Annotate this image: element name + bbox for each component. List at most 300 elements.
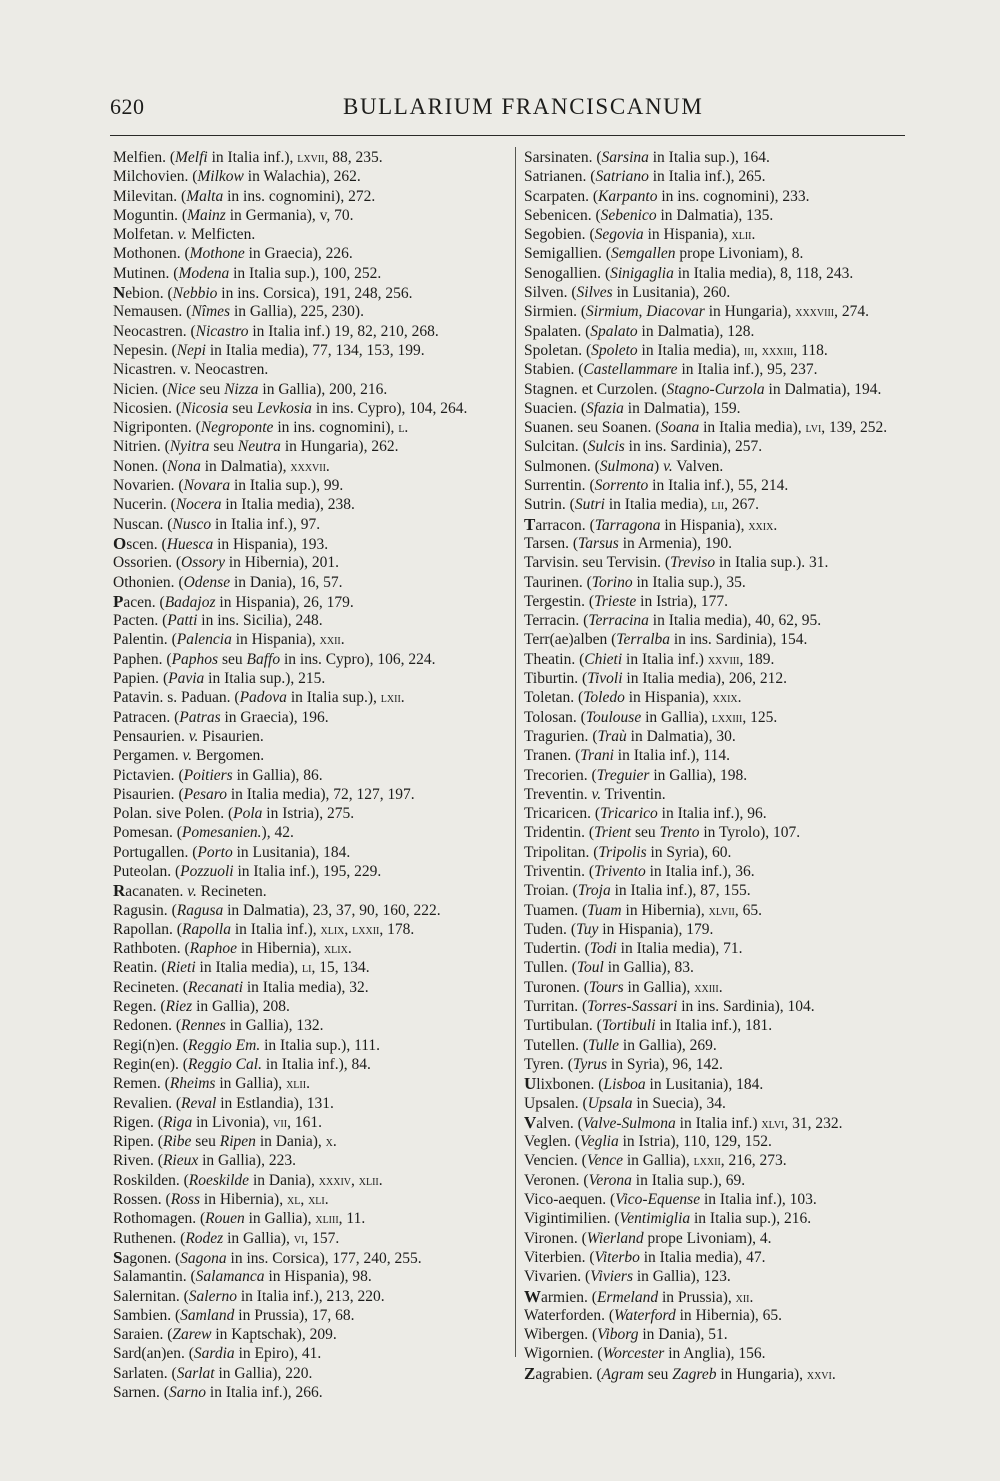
entry-text: in Istria), 110, 129, 152. <box>618 1133 772 1151</box>
entry-text: in Gallia), 220. <box>214 1364 313 1382</box>
place-name: Nocera <box>175 496 222 514</box>
index-entry <box>524 476 914 495</box>
entry-headword: Remen. <box>113 1075 161 1093</box>
entry-headword: Paphen. <box>113 650 163 668</box>
entry-text: ( <box>585 1248 595 1266</box>
entry-text: ( <box>578 670 588 688</box>
entry-text: ( <box>178 978 188 996</box>
entry-text: ( <box>578 901 588 919</box>
roman-numeral: lxxii <box>352 922 380 938</box>
entry-text: ( <box>566 920 576 938</box>
entry-text: in Syria), 96, 142. <box>607 1055 723 1073</box>
entry-text: in Hungaria), <box>716 1365 807 1383</box>
entry-text: v. Neocastren. <box>176 361 269 379</box>
entry-text: ( <box>579 612 589 630</box>
entry-text: , 88, 235. <box>324 149 383 166</box>
entry-text: ( <box>592 149 602 166</box>
entry-headword: Salernitan. <box>113 1287 180 1305</box>
index-entry <box>113 1364 505 1383</box>
entry-text: in Italia inf.), 213, 220. <box>236 1287 385 1305</box>
place-name: Patras <box>179 708 221 726</box>
entry-text: ( <box>591 206 601 224</box>
entry-text: ( <box>153 1113 163 1131</box>
entry-text: ( <box>163 1326 173 1344</box>
entry-text: ( <box>601 264 611 282</box>
entry-text: ( <box>156 998 166 1016</box>
entry-text: in Gallia), <box>223 1229 294 1247</box>
entry-text: in Gallia), <box>215 1075 287 1093</box>
index-entry <box>524 553 914 572</box>
index-entry <box>524 1344 914 1363</box>
place-name: Troja <box>577 882 611 900</box>
entry-headword: Spalaten. <box>524 322 582 340</box>
entry-text: seu <box>191 1133 220 1151</box>
place-name: Pola <box>233 805 263 823</box>
index-entry <box>113 997 505 1016</box>
entry-headword: Roskilden. <box>113 1171 180 1189</box>
entry-headword: Tutellen. <box>524 1036 579 1054</box>
place-name: Nyitra <box>169 438 210 456</box>
index-entry <box>113 1190 505 1209</box>
index-entry <box>113 939 505 958</box>
entry-text: ( <box>158 612 168 630</box>
entry-headword: Theatin. <box>524 650 576 668</box>
entry-text: seu Soanen. ( <box>573 419 661 437</box>
place-name: Rieti <box>166 959 196 977</box>
entry-text: in ins. Sicilia), 248. <box>197 612 323 630</box>
entry-text: ( <box>581 1268 591 1286</box>
index-entry <box>524 708 914 727</box>
entry-text: ( <box>585 824 595 842</box>
place-name: Ragusa <box>176 901 224 919</box>
place-name: Viborg <box>597 1326 639 1344</box>
roman-numeral: xxxvii <box>290 459 326 475</box>
entry-headword: Ruthenen. <box>113 1229 177 1247</box>
entry-headword: Ripen. <box>113 1133 154 1151</box>
entry-headword: Tricaricen. <box>524 805 592 823</box>
entry-text: in Gallia), 223. <box>198 1152 296 1170</box>
entry-text: ( <box>568 882 578 900</box>
place-name: Nebbio <box>172 285 218 303</box>
index-entry <box>113 1055 505 1074</box>
entry-text: ( <box>184 1345 194 1363</box>
place-name: Tortibuli <box>601 1017 656 1035</box>
place-name: Samland <box>180 1306 235 1324</box>
entry-headword: Troian. <box>524 882 569 900</box>
index-entry <box>524 495 914 514</box>
entry-text: ( <box>581 322 591 340</box>
index-entry <box>113 495 505 514</box>
index-entry <box>524 1132 914 1151</box>
entry-headword: Wigornien. <box>524 1345 594 1363</box>
place-name: Segovia <box>594 226 644 244</box>
roman-numeral: vi <box>293 1231 305 1247</box>
entry-text: in Italia media), 32. <box>243 978 369 996</box>
index-entry <box>524 785 914 804</box>
entry-text: in Italia inf.), 55, 214. <box>648 477 789 495</box>
place-name: Ermeland <box>596 1288 659 1306</box>
place-name: Nepi <box>176 341 206 359</box>
entry-text: . <box>404 419 409 437</box>
entry-headword: Novarien. <box>113 477 175 495</box>
entry-text: in Gallia), 132. <box>225 1017 324 1035</box>
entry-headword: Pisaurien. <box>113 785 175 803</box>
entry-headword: Redonen. <box>113 1017 172 1035</box>
place-name: Riez <box>165 998 193 1016</box>
entry-text: ( <box>577 1229 587 1247</box>
entry-text: ( <box>573 1114 583 1132</box>
entry-text: in Dalmatia), 23, 37, 90, 160, 222. <box>223 901 441 919</box>
entry-text: ( <box>577 1152 587 1170</box>
place-name: Raphoe <box>189 940 237 958</box>
index-entry <box>113 1094 505 1113</box>
entry-headword: Satrianen. <box>524 168 587 186</box>
entry-text: , 189. <box>739 650 775 668</box>
entry-text: seu <box>195 380 225 398</box>
entry-headword: Sard(an)en. <box>113 1345 185 1363</box>
entry-headword: Rathboten. <box>113 940 181 958</box>
roman-numeral: xxxviii <box>795 305 835 321</box>
entry-text: seu Tervisin. ( <box>578 554 671 572</box>
place-name: Treviso <box>670 554 716 572</box>
place-name: Trieste <box>594 592 637 610</box>
entry-text: . <box>378 1171 383 1189</box>
entry-headword: Vivarien. <box>524 1268 582 1286</box>
entry-text: ( <box>588 727 598 745</box>
entry-text: in Gallia), <box>622 1152 694 1170</box>
entry-text: Pisaurien. <box>198 727 264 745</box>
entry-text: ( <box>587 766 597 784</box>
index-entry <box>524 630 914 649</box>
entry-text: in Italia inf.), 181. <box>655 1017 773 1035</box>
index-entry <box>113 1287 505 1306</box>
index-entry <box>524 669 914 688</box>
entry-text: ( <box>158 380 168 398</box>
index-entry <box>524 1364 914 1383</box>
index-entry <box>113 206 505 225</box>
entry-text: in Gallia), <box>623 978 695 996</box>
entry-text: ( <box>169 264 179 282</box>
entry-text: in Syria), 60. <box>646 843 732 861</box>
entry-text: ( <box>163 285 173 303</box>
index-entry <box>524 823 914 842</box>
roman-numeral: xii <box>735 1290 750 1306</box>
entry-text: ( <box>585 226 595 244</box>
entry-text: ( <box>196 1210 206 1228</box>
entry-headword: Saraien. <box>113 1326 164 1344</box>
place-name: Pesaro <box>183 785 227 803</box>
entry-headword: Othonien. <box>113 573 175 591</box>
entry-text: ( <box>178 1036 188 1054</box>
index-entry <box>524 1209 914 1228</box>
index-entry <box>113 341 505 360</box>
index-entry <box>524 997 914 1016</box>
entry-text: in Italia sup.), 164. <box>648 149 770 166</box>
entry-text: in Italia inf.), 97. <box>211 515 321 533</box>
entry-text: ( <box>585 592 595 610</box>
place-name: Waterford <box>614 1306 676 1324</box>
index-entry <box>524 1094 914 1113</box>
entry-text: ( <box>155 593 165 611</box>
index-entry <box>524 206 914 225</box>
index-entry <box>524 1074 914 1093</box>
place-name: v. <box>663 457 673 475</box>
roman-numeral: xlix <box>323 942 348 958</box>
index-entry <box>524 322 914 341</box>
place-name: Ross <box>170 1191 201 1209</box>
entry-text: seu <box>218 650 247 668</box>
entry-headword: Regi(n)en. <box>113 1036 179 1054</box>
entry-headword: Pacten. <box>113 612 159 630</box>
entry-text: ( <box>167 341 177 359</box>
entry-text: ( <box>179 1287 189 1305</box>
index-entry <box>524 1229 914 1248</box>
entry-text: ( <box>586 168 596 186</box>
place-name: Pavia <box>168 670 205 688</box>
entry-text: . <box>749 1288 754 1306</box>
place-name: Patti <box>167 612 198 630</box>
entry-text: in Italia sup.), 216. <box>690 1210 812 1228</box>
entry-text: ( <box>563 1055 573 1073</box>
entry-text: ( <box>165 149 175 166</box>
entry-text: Bergomen. <box>192 747 265 765</box>
entry-headword: Tuamen. <box>524 901 579 919</box>
entry-text: in Italia sup.). 31. <box>715 554 829 572</box>
entry-text: in Dalmatia), 128. <box>637 322 755 340</box>
entry-headword: Rapollan. <box>113 920 173 938</box>
entry-text: ( <box>167 1364 177 1382</box>
entry-headword: Pergamen. <box>113 747 179 765</box>
place-name: Karpanto <box>598 187 658 205</box>
entry-text: in Italia sup.), 215. <box>204 670 326 688</box>
entry-headword: Tolosan. <box>524 708 577 726</box>
entry-text: in Hispania), <box>231 631 320 649</box>
entry-text: in Hibernia), <box>237 940 324 958</box>
index-entry <box>113 1151 505 1170</box>
entry-text: seu <box>228 399 257 417</box>
entry-text: ( <box>174 477 184 495</box>
place-name: Tulle <box>588 1036 620 1054</box>
index-entry <box>113 553 505 572</box>
entry-headword: Mothonen. <box>113 245 181 263</box>
index-entry <box>524 1325 914 1344</box>
entry-text: . <box>831 1365 836 1383</box>
place-name: Sebenico <box>600 206 657 224</box>
place-name: Sutri <box>574 496 605 514</box>
index-entry <box>113 225 505 244</box>
place-name: Paphos <box>171 650 219 668</box>
place-name: Wierland <box>586 1229 644 1247</box>
place-name: v. <box>187 883 197 901</box>
entry-text: in Italia sup.), 100, 252. <box>229 264 382 282</box>
entry-text: ( <box>575 650 585 668</box>
place-name: Upsala <box>587 1094 633 1112</box>
entry-text: in Italia media), 206, 212. <box>622 670 787 688</box>
index-entry <box>524 573 914 592</box>
entry-text: . <box>306 1075 310 1093</box>
entry-headword: Suacien. <box>524 399 577 417</box>
index-entry <box>113 1325 505 1344</box>
entry-text: , <box>753 341 762 359</box>
place-name: Nîmes <box>191 303 231 321</box>
entry-text: in Italia inf.) 19, 82, 210, 268. <box>248 322 439 340</box>
entry-headword: Tergestin. <box>524 592 586 610</box>
entry-text: in Germania), v, 70. <box>225 206 354 224</box>
place-name: Silves <box>576 284 613 302</box>
place-name: Treguier <box>596 766 650 784</box>
entry-text: in Italia inf.), 96. <box>657 805 767 823</box>
index-entry <box>113 1383 505 1402</box>
entry-headword: Trecorien. <box>524 766 588 784</box>
place-name: Sfazia <box>586 399 624 417</box>
place-name: Semgallen <box>610 245 676 263</box>
entry-headword: Upsalen. <box>524 1094 579 1112</box>
index-entry <box>113 823 505 842</box>
place-name: Poitiers <box>183 766 233 784</box>
index-entry <box>113 669 505 688</box>
entry-headword: Sebenicen. <box>524 206 592 224</box>
index-entry <box>524 1016 914 1035</box>
entry-text: in Italia media), 72, 127, 197. <box>226 785 415 803</box>
entry-text: in Gallia), 269. <box>619 1036 717 1054</box>
entry-text: ( <box>594 1076 604 1094</box>
entry-text: ( <box>191 419 201 437</box>
entry-text: in Gallia), 200, 216. <box>258 380 388 398</box>
index-entry <box>113 611 505 630</box>
index-entry <box>113 534 505 553</box>
index-entry <box>524 766 914 785</box>
entry-text: . <box>751 226 756 244</box>
entry-text: ( <box>576 303 587 321</box>
entry-text: ( <box>171 554 182 572</box>
entry-text: , 125. <box>742 708 778 726</box>
entry-headword: Nitrien. <box>113 438 161 456</box>
index-entry <box>113 1248 505 1267</box>
index-entry <box>113 264 505 283</box>
entry-text: ( <box>576 399 586 417</box>
entry-headword: Turtibulan. <box>524 1017 593 1035</box>
roman-numeral: xlvi <box>761 1116 785 1132</box>
entry-text: in Hibernia), <box>621 901 709 919</box>
entry-headword: Melfien. <box>113 149 166 166</box>
index-column-right <box>524 148 914 1383</box>
index-entry <box>524 1171 914 1190</box>
entry-text: in Italia inf.), 265. <box>648 168 766 186</box>
roman-numeral: lii <box>711 498 725 514</box>
entry-text: in Italia sup.), 111. <box>260 1036 381 1054</box>
entry-headword: Vico-aequen. <box>524 1191 607 1209</box>
place-name: Viviers <box>590 1268 633 1286</box>
place-name: Worcester <box>602 1345 665 1363</box>
index-entry <box>113 418 505 437</box>
entry-text: in Italia inf.), 84. <box>261 1055 371 1073</box>
index-entry <box>113 746 505 765</box>
place-name: Melfi <box>175 149 208 166</box>
entry-headword: Nonen. <box>113 457 159 475</box>
place-name: Toul <box>576 959 604 977</box>
entry-text: . <box>737 689 742 707</box>
entry-text: ( <box>174 785 184 803</box>
entry-text: ( <box>171 1094 182 1112</box>
entry-text: ( <box>588 187 599 205</box>
place-name: Tricarico <box>600 805 658 823</box>
entry-headword: Nicastren. <box>113 361 177 379</box>
entry-text: in Hispania), 193. <box>213 535 329 553</box>
place-name: Tripolis <box>598 843 647 861</box>
index-entry <box>113 1016 505 1035</box>
entry-text: ( <box>585 516 595 534</box>
index-entry <box>524 881 914 900</box>
index-entry <box>524 650 914 669</box>
entry-text: , <box>300 1191 309 1209</box>
entry-text: seu <box>631 824 660 842</box>
index-entry <box>113 283 505 302</box>
index-entry <box>113 573 505 592</box>
entry-text: ( <box>179 1171 189 1189</box>
entry-text: ( <box>172 920 182 938</box>
entry-text: in ins. Cypro), 106, 224. <box>280 650 436 668</box>
place-name: Toulouse <box>585 708 642 726</box>
entry-headword: Nucerin. <box>113 496 167 514</box>
index-entry <box>113 244 505 263</box>
roman-numeral: lxvii <box>297 151 325 166</box>
place-name: Sagona <box>180 1249 227 1267</box>
entry-text: ( <box>610 1210 620 1228</box>
entry-text: , 161. <box>287 1113 322 1131</box>
entry-text: ( <box>171 1249 181 1267</box>
entry-headword: Triventin. <box>524 862 586 880</box>
entry-text: in Hungaria), <box>704 303 796 321</box>
entry-text: in Gallia), 86. <box>232 766 323 784</box>
entry-text: ( <box>167 631 177 649</box>
index-entry <box>113 843 505 862</box>
roman-numeral: lxxii <box>693 1154 721 1170</box>
entry-text: in Hispania), <box>624 689 713 707</box>
index-entry <box>113 1171 505 1190</box>
entry-text: in Hispania), 98. <box>264 1268 372 1286</box>
entry-text: in Italia inf.), 87, 155. <box>610 882 751 900</box>
place-name: Trento <box>659 824 700 842</box>
index-entry <box>524 341 914 360</box>
entry-text: . <box>332 1133 337 1151</box>
place-name: Castellammare <box>583 361 678 379</box>
entry-headword: Nigriponten. <box>113 419 192 437</box>
index-entry <box>524 225 914 244</box>
entry-headword: Reatin. <box>113 959 158 977</box>
roman-numeral: xliii <box>315 1212 339 1228</box>
entry-text: in Dania), <box>249 1171 319 1189</box>
entry-headword: Pictavien. <box>113 766 175 784</box>
index-entry <box>524 148 914 167</box>
entry-headword: Revalien. <box>113 1094 172 1112</box>
roman-numeral: xxix <box>712 691 738 707</box>
index-entry <box>524 399 914 418</box>
entry-text: in Epiro), 41. <box>234 1345 322 1363</box>
entry-text: in Tyrolo), 107. <box>699 824 801 842</box>
index-entry <box>113 457 505 476</box>
entry-headword: Rigen. <box>113 1113 154 1131</box>
entry-headword: Tyren. <box>524 1055 564 1073</box>
entry-text: ( <box>576 708 586 726</box>
entry-text: in Italia media), 238. <box>221 496 355 514</box>
place-name: Badajoz <box>164 593 216 611</box>
entry-headword: Nemausen. <box>113 303 183 321</box>
place-name: Rheims <box>169 1075 216 1093</box>
place-name: Tarragona <box>594 516 661 534</box>
index-entry <box>524 901 914 920</box>
entry-text: ( <box>588 1326 598 1344</box>
entry-text: in Hispania), <box>643 226 732 244</box>
